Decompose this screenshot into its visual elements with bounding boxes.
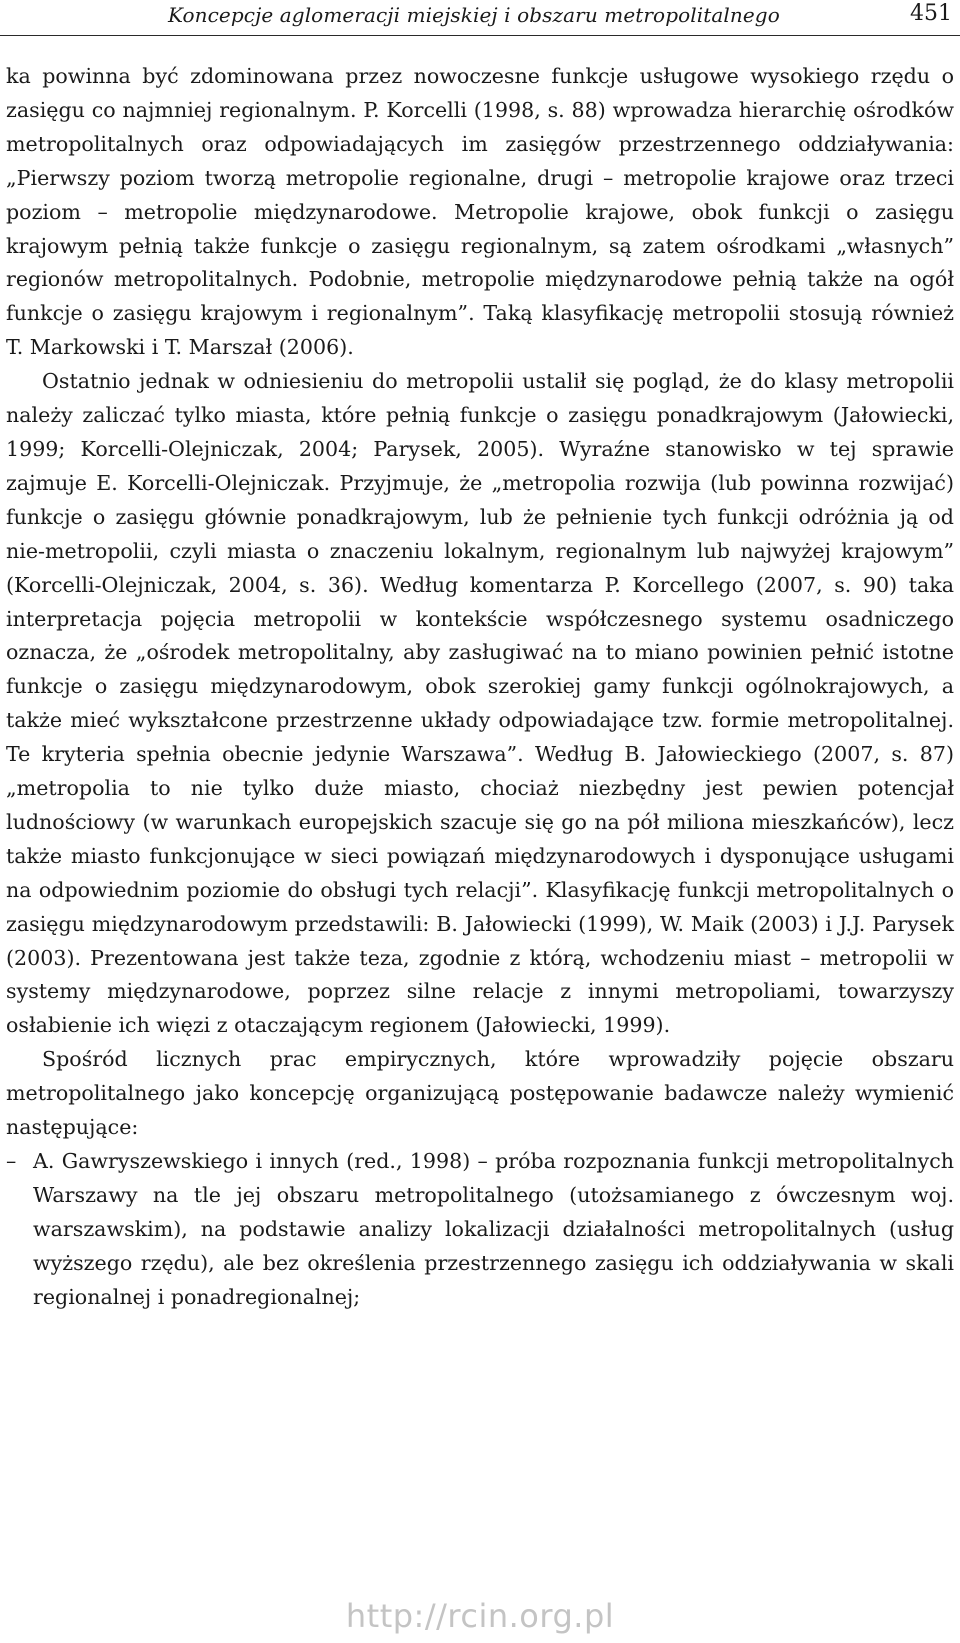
paragraph-1: ka powinna być zdominowana przez nowoczesne funkcje usługowe wysokiego rzędu o zasięgu co najmniej regionalnym. P. Korcelli (1998, s. 88) wprowadza hierarchię ośrodków metropolitalnych oraz odpowiadających im zasięgów przestrzennego oddziaływania: „Pierwszy poziom tworzą metropolie regionalne, drugi – metropolie krajowe oraz trzeci poziom – metropolie międzynarodowe. Metropolie krajowe, obok funkcji o zasięgu krajowym pełnią także funkcje o zasięgu regionalnym, są zatem ośrodkami „własnych” regionów metropolitalnych. Podobnie, metropolie międzynarodowe pełnią także na ogół funkcje o zasięgu krajowym i regionalnym”. Taką klasyfikację metropolii stosują również T. Markowski i T. Marszał (2006). <box>6 64 954 360</box>
running-title: Koncepcje aglomeracji miejskiej i obszaru metropolitalnego <box>168 3 780 27</box>
main-text <box>6 60 954 1315</box>
list-item <box>6 1145 954 1315</box>
paragraph-2: Ostatnio jednak w odniesieniu do metropolii ustalił się pogląd, że do klasy metropolii należy zaliczać tylko miasta, które pełnią funkcje o zasięgu ponadkrajowym (Jałowiecki, 1999; Korcelli-Olejniczak, 2004; Parysek, 2005). Wyraźne stanowisko w tej sprawie zajmuje E. Korcelli-Olejniczak. Przyjmuje, że „metropolia rozwija (lub powinna rozwijać) funkcje o zasięgu głównie ponadkrajowym, lub że pełnienie tych funkcji odróżnia ją od nie-metropolii, czyli miasta o znaczeniu lokalnym, regionalnym lub najwyżej krajowym” (Korcelli-Olejniczak, 2004, s. 36). Według komentarza P. Korcellego (2007, s. 90) taka interpretacja pojęcia metropolii w kontekście współczesnego systemu osadniczego oznacza, że „ośrodek metropolitalny, aby zasługiwać na to miano powinien pełnić istotne funkcje o zasięgu międzynarodowym, obok szerokiej gamy funkcji ogólnokrajowych, a także mieć wykształcone przestrzenne układy odpowiadające tzw. formie metropolitalnej. Te kryteria spełnia obecnie jedynie Warszawa”. Według B. Jałowieckiego (2007, s. 87) „metropolia to nie tylko duże miasto, chociaż niezbędny jest pewien potencjał ludnościowy (w warunkach europejskich szacuje się go na pół miliona mieszkańców), lecz także miasto funkcjonujące w sieci powiązań międzynarodowych i dysponujące usługami na odpowiednim poziomie do obsługi tych relacji”. Klasyfikację funkcji metropolitalnych o zasięgu międzynarodowym przedstawili: B. Jałowiecki (1999), W. Maik (2003) i J.J. Parysek (2003). Prezentowana jest także teza, zgodnie z którą, wchodzeniu miast – metropolii w systemy międzynarodowe, poprzez silne relacje z innymi metropoliami, towarzyszy osłabienie ich więzi z otaczającym regionem (Jałowiecki, 1999). <box>6 369 954 1038</box>
footer-url-watermark: http://rcin.org.pl <box>345 1597 615 1635</box>
paragraph-3: Spośród licznych prac empirycznych, które wprowadziły pojęcie obszaru metropolitalnego jako koncepcję organizującą postępowanie badawcze należy wymienić następujące: <box>6 1047 954 1140</box>
list-item-text: A. Gawryszewskiego i innych (red., 1998) – próba rozpoznania funkcji metropolitalnych Warszawy na tle jej obszaru metropolitalnego (utożsamianego z ówczesnym woj. warszawskim), na podstawie analizy lokalizacji działalności metropolitalnych (usług wyższego rzędu), ale bez określenia przestrzennego zasięgu ich oddziaływania w skali regionalnej i ponadregionalnej; <box>33 1149 954 1309</box>
page-number: 451 <box>910 1 952 26</box>
list-dash: – <box>6 1149 17 1173</box>
enumeration-list <box>6 1145 954 1315</box>
running-header <box>0 0 960 36</box>
